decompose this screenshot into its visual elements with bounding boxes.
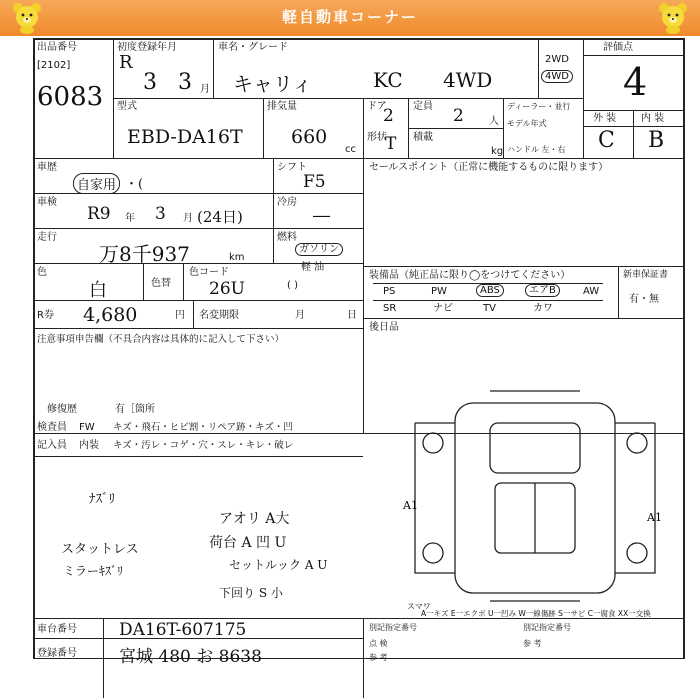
recycle-unit: 円 [175, 310, 185, 321]
equip-label: 装備品（純正品に限り◯をつけてください） [369, 270, 571, 281]
bottom-label: 参 考 [369, 653, 388, 662]
remark: スタットレス [61, 542, 139, 557]
remark: 下回り S 小 [219, 586, 283, 600]
cooler-label: 冷房 [277, 197, 297, 208]
grade: KC [373, 68, 403, 92]
inspection-label: 車検 [37, 197, 57, 208]
equip-aw: AW [583, 286, 600, 297]
int-grade: B [648, 128, 665, 153]
chassis-value: DA16T-607175 [119, 620, 247, 640]
equip-abs: ABS [476, 284, 504, 297]
shape-label: 形状 [367, 132, 387, 143]
drive-2wd: 2WD [545, 54, 569, 65]
reg-year: 3 [143, 70, 157, 95]
bottom-label: 別記指定番号 [369, 623, 417, 632]
inspection-year-unit: 年 [125, 213, 135, 224]
load-unit: kg [491, 146, 504, 157]
capacity-label: 定員 [413, 101, 433, 112]
equip-sr: SR [383, 303, 397, 314]
recorder-label: 記入員 [37, 440, 67, 451]
reg-era: R [119, 52, 133, 73]
shift-label: シフト [277, 162, 307, 173]
int-label: 内 装 [641, 113, 665, 124]
equip-navi: ナビ [433, 303, 453, 314]
reg-month-unit: 月 [200, 84, 210, 95]
bottom-label: 点 検 [369, 639, 388, 648]
bear-icon [656, 2, 690, 34]
fuel-paren: ( ) [287, 280, 298, 291]
fuel-gasoline: ガソリン [295, 243, 343, 256]
handle-label: ハンドル 左・右 [507, 145, 566, 154]
repair-label: 修復歴 [47, 404, 77, 415]
inspection-month-unit: 月 [183, 213, 193, 224]
chassis-label: 車台番号 [37, 624, 77, 635]
equip-pw: PW [431, 286, 447, 297]
mileage-label: 走行 [37, 232, 57, 243]
reg-label: 初度登録年月 [117, 42, 177, 53]
sales-point-label: セールスポイント（正常に機能するものに限ります） [369, 162, 609, 173]
fuel-diesel: 軽 油 [301, 262, 325, 273]
damage-mark: A1 [403, 499, 418, 512]
model-label: 型式 [117, 101, 137, 112]
recycle-label: R券 [37, 310, 54, 321]
score-label: 評価点 [603, 42, 633, 53]
damage-mark: A1 [647, 511, 662, 524]
ext-label: 外 装 [593, 113, 617, 124]
model-value: EBD-DA16T [127, 126, 243, 148]
plate-label: 登録番号 [37, 648, 77, 659]
displacement-unit: cc [345, 144, 356, 155]
color-value: 白 [89, 280, 107, 301]
mileage-unit: km [229, 252, 245, 263]
bottom-label: 参 考 [523, 639, 542, 648]
name-change-month: 月 [295, 310, 305, 321]
history-dot: ・( [125, 177, 144, 192]
warranty-label: 新車保証書 [623, 270, 669, 280]
remark: ミラーｷｽﾞﾘ [63, 564, 124, 578]
inspector-label: 検査員 [37, 422, 67, 433]
fw-items: キズ・飛石・ヒビ割・リペア跡・キズ・凹 [113, 422, 293, 433]
fuel-label: 燃料 [277, 232, 297, 243]
drive: 4WD [443, 68, 493, 92]
displacement: 660 [291, 126, 328, 148]
color-label: 色 [37, 267, 47, 278]
model-year-label: モデル年式 [507, 119, 547, 128]
damage-legend: A一キズ E一エクボ U一凹み W一線傷跡 S一サビ C一腐食 XX一交換 [421, 609, 651, 618]
rear-items-label: 後日品 [369, 322, 399, 333]
int-items: キズ・汚レ・コゲ・穴・スレ・キレ・破レ [113, 440, 294, 451]
int-items-label: 内装 [79, 440, 99, 451]
auction-sheet [33, 38, 685, 698]
remark: アオリ A大 [219, 511, 290, 527]
doors-label: ドア [367, 101, 387, 112]
repair-value: 有［箇所 [115, 404, 155, 415]
page-title: 軽自動車コーナー [281, 8, 418, 26]
history-value: 自家用 [73, 173, 120, 194]
equip-ps: PS [383, 286, 396, 297]
capacity-unit: 人 [489, 116, 499, 127]
capacity: 2 [453, 106, 464, 126]
warranty-value: 有・無 [629, 294, 659, 305]
header-banner [0, 0, 700, 36]
history-label: 車歴 [37, 162, 57, 173]
color-code-label: 色コード [189, 267, 229, 278]
inspection-month: 3 [155, 204, 166, 224]
car-name: キャリィ [233, 72, 313, 96]
bottom-label: 別記指定番号 [523, 623, 571, 632]
color-code: 26U [209, 279, 245, 299]
reg-month: 3 [178, 70, 192, 95]
remark: セットルック A U [229, 558, 328, 572]
ext-grade: C [598, 128, 615, 153]
fw-label: FW [79, 422, 95, 433]
mileage-value: 万8千937 [99, 242, 190, 266]
equip-airbag: エアB [525, 284, 560, 297]
car-damage-diagram [395, 383, 675, 613]
notes-label: 注意事項申告欄（不具合内容は具体的に記入して下さい） [37, 334, 285, 345]
damage-mark: スマワ [407, 602, 431, 611]
remark: ﾅｽﾞﾘ [89, 492, 115, 507]
shift-value: F5 [303, 172, 326, 192]
recycle-value: 4,680 [83, 304, 138, 326]
remark: 荷台 A 凹 U [209, 535, 287, 551]
displacement-label: 排気量 [267, 101, 297, 112]
inspection-value: R9 [87, 204, 111, 224]
lot-code: [2102] [37, 60, 71, 71]
equip-tv: TV [483, 303, 496, 314]
name-change-day: 日 [347, 310, 357, 321]
score: 4 [623, 60, 648, 104]
dealer-label: ディーラー・並行 [507, 102, 571, 111]
lot-number: 6083 [37, 82, 104, 112]
cooler-value: ― [313, 206, 330, 226]
name-label: 車名・グレード [218, 42, 288, 53]
shape: T [385, 134, 397, 154]
drive-4wd: 4WD [541, 70, 573, 83]
color-change-label: 色替 [151, 278, 171, 289]
name-change-label: 名変期限 [199, 310, 239, 321]
lot-label: 出品番号 [37, 42, 77, 53]
plate-value: 宮城 480 お 8638 [119, 647, 262, 667]
load-label: 積載 [413, 132, 433, 143]
inspection-day: (24日) [197, 208, 243, 226]
equip-leather: カワ [533, 303, 553, 314]
doors: 2 [383, 106, 394, 126]
